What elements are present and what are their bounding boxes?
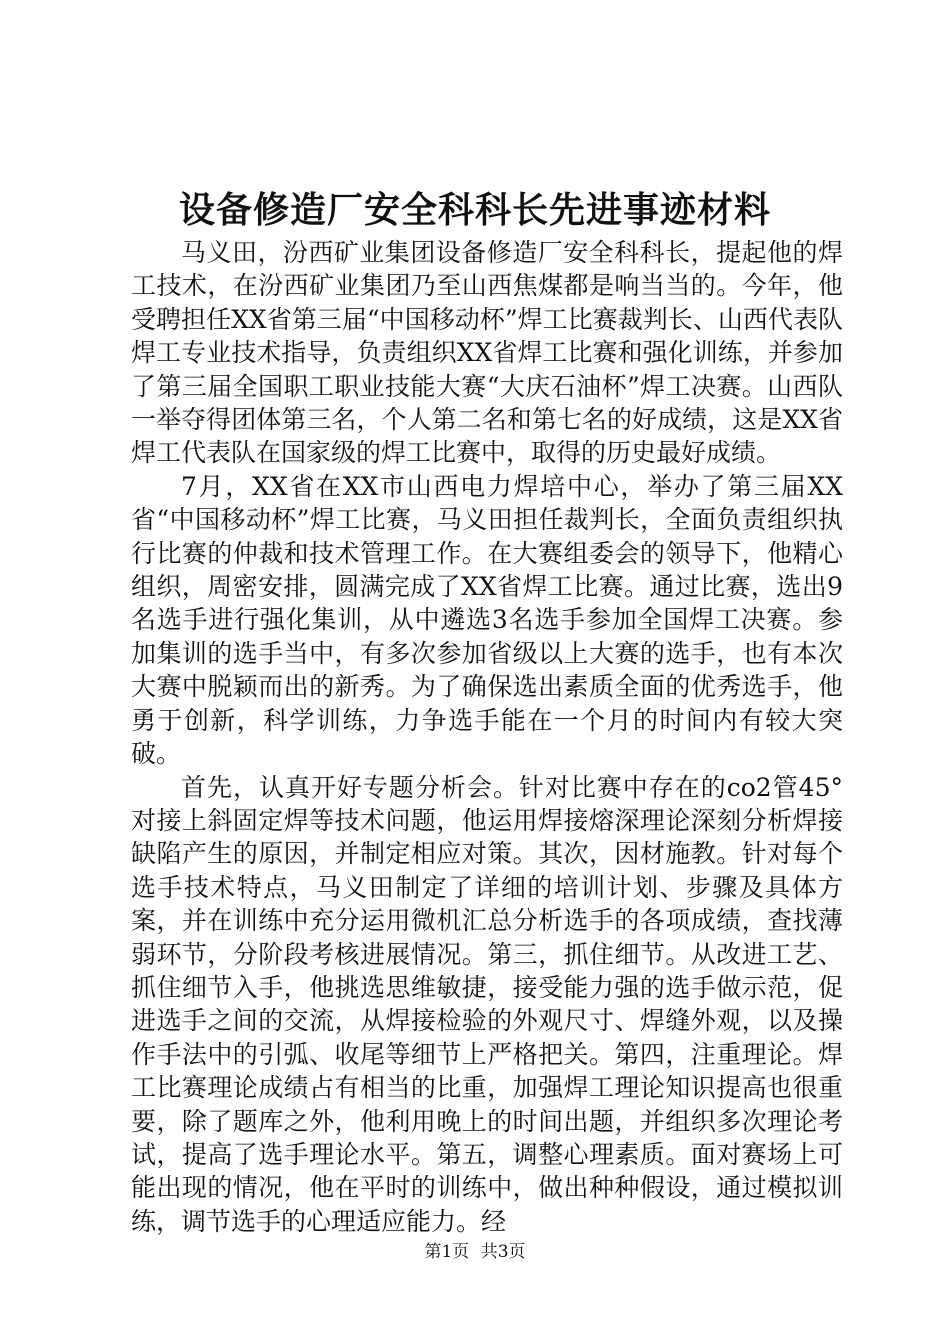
paragraph-2: 7月，XX省在XX市山西电力焊培中心，举办了第三届XX省“中国移动杯”焊工比赛，马义田担任裁判长，全面负责组织执行比赛的仲裁和技术管理工作。在大赛组委会的领导下，他精心组织，周密安排，圆满完成了XX省焊工比赛。通过比赛，选出9名选手进行强化集训，从中遴选3名选手参加全国焊工决赛。参加集训的选手当中，有多次参加省级以上大赛的选手，也有本次大赛中脱颖而出的新秀。为了确保选出素质全面的优秀选手，他勇于创新，科学训练，力争选手能在一个月的时间内有较大突破。 — [131, 471, 843, 769]
paragraph-1: 马义田，汾西矿业集团设备修造厂安全科科长，提起他的焊工技术，在汾西矿业集团乃至山西焦煤都是响当当的。今年，他受聘担任XX省第三届“中国移动杯”焊工比赛裁判长、山西代表队焊工专业技术指导，负责组织XX省焊工比赛和强化训练，并参加了第三届全国职工职业技能大赛“大庆石油杯”焊工决赛。山西队一举夺得团体第三名，个人第二名和第七名的好成绩，这是XX省焊工代表队在国家级的焊工比赛中，取得的历史最好成绩。 — [131, 238, 843, 468]
page-total: 共3页 — [480, 1242, 526, 1262]
document-body — [131, 236, 843, 1238]
document-title: 设备修造厂安全科科长先进事迹材料 — [178, 189, 771, 231]
page-number: 第1页 — [424, 1242, 470, 1262]
paragraph-3: 首先，认真开好专题分析会。针对比赛中存在的co2管45°对接上斜固定焊等技术问题，他运用焊接熔深理论深刻分析焊接缺陷产生的原因，并制定相应对策。其次，因材施教。针对每个选手技术特点，马义田制定了详细的培训计划、步骤及具体方案，并在训练中充分运用微机汇总分析选手的各项成绩，查找薄弱环节，分阶段考核进展情况。第三，抓住细节。从改进工艺、抓住细节入手，他挑选思维敏捷，接受能力强的选手做示范，促进选手之间的交流，从焊接检验的外观尺寸、焊缝外观，以及操作手法中的引弧、收尾等细节上严格把关。第四，注重理论。焊工比赛理论成绩占有相当的比重，加强焊工理论知识提高也很重要，除了题库之外，他利用晚上的时间出题，并组织多次理论考试，提高了选手理论水平。第五，调整心理素质。面对赛场上可能出现的情况，他在平时的训练中，做出种种假设，通过模拟训练，调节选手的心理适应能力。经 — [131, 772, 843, 1236]
page-footer — [0, 1240, 950, 1264]
